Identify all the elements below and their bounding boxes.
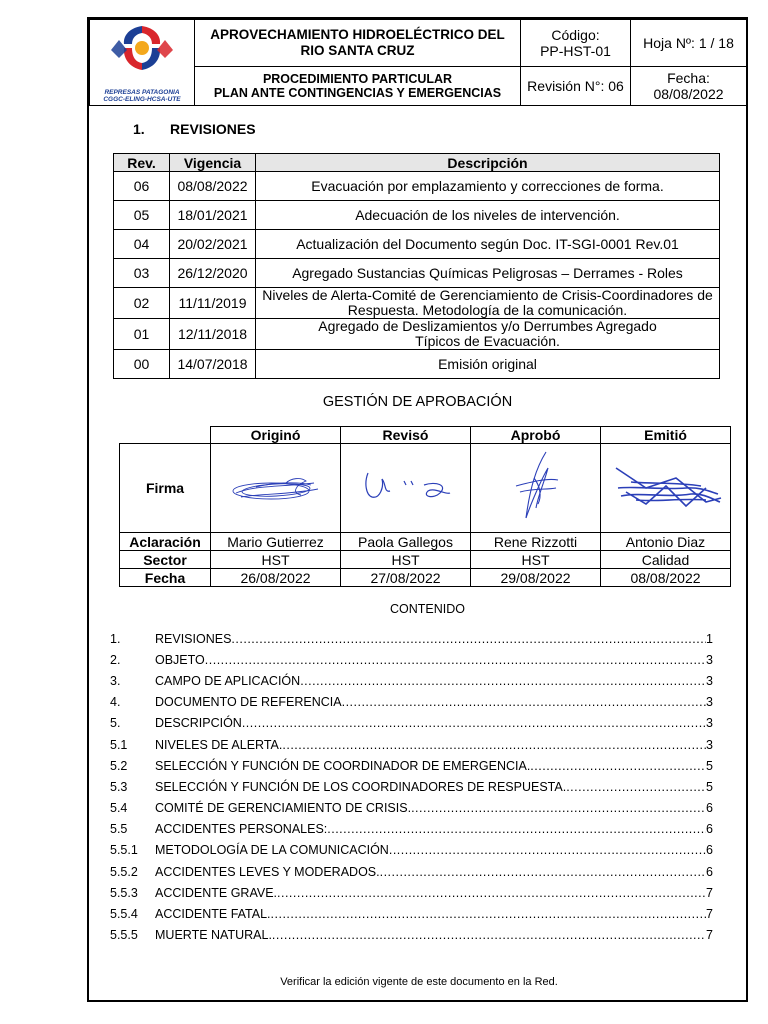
description-cell: Adecuación de los niveles de intervención. [256,201,720,230]
toc-title: DOCUMENTO DE REFERENCIA [155,695,342,710]
toc-title: METODOLOGÍA DE LA COMUNICACIÓN [155,843,389,858]
signature-image [606,458,726,518]
name-cell: Paola Gallegos [341,533,471,551]
document-header [89,19,747,106]
description-cell: Agregado de Deslizamientos y/o Derrumbes Agregado Típicos de Evacuación. [256,319,720,350]
toc-entry[interactable] [110,903,713,924]
name-cell: Rene Rizzotti [471,533,601,551]
toc-title: COMITÉ DE GERENCIAMIENTO DE CRISIS. [155,801,412,816]
toc-leader [205,653,706,667]
revisions-table [113,153,720,379]
toc-entry[interactable] [110,861,713,882]
code-label: Código: [551,27,600,43]
empty-header-cell [120,427,211,444]
toc-number: 5.1 [110,737,128,752]
document-date [631,67,747,106]
date-cell: 11/11/2019 [170,288,256,319]
toc-number: 4. [110,695,121,710]
toc-title: ACCIDENTE GRAVE. [155,885,278,900]
toc-leader [342,695,706,709]
toc-entry[interactable] [110,649,713,670]
name-cell: Mario Gutierrez [211,533,341,551]
sheet-number: Hoja Nº: 1 / 18 [631,20,747,67]
toc-number: 5.2 [110,758,128,773]
logo-text-1: REPRESAS PATAGONIA [104,89,180,96]
toc-entry[interactable] [110,713,713,734]
toc-page: 6 [706,864,713,879]
column-header: Emitió [601,427,731,444]
toc-entry[interactable] [110,925,713,946]
toc-entry[interactable] [110,628,713,649]
column-header: Originó [211,427,341,444]
document-subtitle [195,67,521,106]
logo-text-2: CGGC-ELING-HCSA-UTE [103,96,181,103]
date-label: Fecha: [667,70,710,86]
section-heading: REVISIONES [170,121,256,137]
row-label-aclaracion: Aclaración [120,533,211,551]
description-cell: Niveles de Alerta-Comité de Gerenciamiento de Crisis-Coordinadores de Respuesta. Metodología de la comunicación. [256,288,720,319]
revision-number: Revisión N°: 06 [521,67,631,106]
section-number: 1. [133,121,145,137]
sector-cell: HST [341,551,471,569]
date-cell: 26/12/2020 [170,259,256,288]
table-of-contents [110,628,713,946]
toc-page: 6 [706,822,713,837]
date-cell: 08/08/2022 [170,172,256,201]
toc-entry[interactable] [110,798,713,819]
toc-leader [300,674,706,688]
signature-image [356,463,456,513]
toc-page: 5 [706,758,713,773]
toc-page: 7 [706,928,713,943]
date-cell: 08/08/2022 [601,569,731,587]
toc-entry[interactable] [110,776,713,797]
toc-number: 5.3 [110,779,128,794]
row-label-fecha: Fecha [120,569,211,587]
table-row [114,350,720,379]
rev-cell: 00 [114,350,170,379]
toc-number: 5.5 [110,822,128,837]
toc-title: NIVELES DE ALERTA. [155,737,283,752]
toc-title: OBJETO [155,652,205,667]
toc-page: 7 [706,885,713,900]
subtitle-line-1: PROCEDIMIENTO PARTICULAR [262,72,453,86]
date-cell: 14/07/2018 [170,350,256,379]
date-cell: 20/02/2021 [170,230,256,259]
toc-page: 6 [706,801,713,816]
toc-entry[interactable] [110,692,713,713]
toc-number: 5.4 [110,801,128,816]
rev-cell: 02 [114,288,170,319]
toc-entry[interactable] [110,755,713,776]
signature-emitió [601,444,731,533]
toc-number: 2. [110,652,121,667]
table-row [114,201,720,230]
company-logo-icon [107,22,177,84]
toc-page: 7 [706,907,713,922]
document-code [521,20,631,67]
table-row [114,230,720,259]
page-footer: Verificar la edición vigente de este documento en la Red. [280,976,558,988]
table-row [114,288,720,319]
signature-image [486,448,586,528]
section-title-revisiones [133,121,256,137]
toc-number: 1. [110,631,121,646]
toc-entry[interactable] [110,734,713,755]
toc-entry[interactable] [110,882,713,903]
toc-leader [327,822,706,836]
rev-cell: 01 [114,319,170,350]
toc-leader [272,928,706,942]
signature-revisó [341,444,471,533]
description-cell: Agregado Sustancias Químicas Peligrosas – Derrames - Roles [256,259,720,288]
toc-leader [566,780,706,794]
description-cell: Evacuación por emplazamiento y correcciones de forma. [256,172,720,201]
name-cell: Antonio Diaz [601,533,731,551]
company-logo [90,20,195,106]
toc-page: 5 [706,779,713,794]
sector-cell: HST [471,551,601,569]
code-value: PP-HST-01 [540,43,611,59]
column-header: Rev. [114,154,170,172]
toc-title: ACCIDENTE FATAL. [155,907,271,922]
date-cell: 27/08/2022 [341,569,471,587]
toc-leader [389,843,706,857]
toc-title: SELECCIÓN Y FUNCIÓN DE LOS COORDINADORES DE RESPUESTA. [155,779,567,794]
toc-entry[interactable] [110,819,713,840]
rev-cell: 03 [114,259,170,288]
sector-cell: HST [211,551,341,569]
row-label-sector: Sector [120,551,211,569]
toc-number: 5.5.4 [110,907,138,922]
toc-title: CAMPO DE APLICACIÓN [155,673,301,688]
signature-originó [211,444,341,533]
description-cell: Actualización del Documento según Doc. IT-SGI-0001 Rev.01 [256,230,720,259]
toc-number: 5. [110,716,121,731]
description-cell: Emisión original [256,350,720,379]
table-row [114,172,720,201]
approval-title: GESTIÓN DE APROBACIÓN [322,394,513,410]
toc-page: 1 [706,631,713,646]
toc-number: 5.5.3 [110,885,138,900]
toc-leader [530,759,706,773]
toc-entry[interactable] [110,840,713,861]
table-row [114,259,720,288]
toc-leader [277,886,706,900]
toc-page: 6 [706,843,713,858]
rev-cell: 04 [114,230,170,259]
toc-number: 5.5.2 [110,864,138,879]
document-title: APROVECHAMIENTO HIDROELÉCTRICO DEL RIO SANTA CRUZ [195,20,521,67]
column-header: Revisó [341,427,471,444]
table-row [114,319,720,350]
toc-entry[interactable] [110,670,713,691]
toc-title: DESCRIPCIÓN [155,716,242,731]
toc-leader [282,738,706,752]
toc-page: 3 [706,673,713,688]
toc-leader [380,865,706,879]
toc-page: 3 [706,652,713,667]
contents-title: CONTENIDO [390,602,465,616]
sector-cell: Calidad [601,551,731,569]
toc-page: 3 [706,695,713,710]
date-value: 08/08/2022 [653,86,724,102]
toc-leader [231,632,706,646]
column-header: Aprobó [471,427,601,444]
toc-page: 3 [706,716,713,731]
toc-number: 5.5.1 [110,843,138,858]
toc-leader [242,716,706,730]
date-cell: 12/11/2018 [170,319,256,350]
toc-leader [411,801,706,815]
toc-page: 3 [706,737,713,752]
toc-title: MUERTE NATURAL. [155,928,272,943]
toc-number: 3. [110,673,121,688]
date-cell: 26/08/2022 [211,569,341,587]
toc-number: 5.5.5 [110,928,138,943]
rev-cell: 06 [114,172,170,201]
subtitle-line-2: PLAN ANTE CONTINGENCIAS Y EMERGENCIAS [213,86,502,100]
date-cell: 18/01/2021 [170,201,256,230]
toc-title: REVISIONES [155,631,232,646]
toc-title: ACCIDENTES PERSONALES: [155,822,328,837]
column-header: Descripción [256,154,720,172]
rev-cell: 05 [114,201,170,230]
row-label-firma: Firma [120,444,211,533]
toc-leader [271,907,707,921]
date-cell: 29/08/2022 [471,569,601,587]
approval-table [119,426,731,587]
toc-title: SELECCIÓN Y FUNCIÓN DE COORDINADOR DE EMERGENCIA. [155,758,531,773]
column-header: Vigencia [170,154,256,172]
signature-aprobó [471,444,601,533]
toc-title: ACCIDENTES LEVES Y MODERADOS. [155,864,380,879]
signature-image [226,463,326,513]
